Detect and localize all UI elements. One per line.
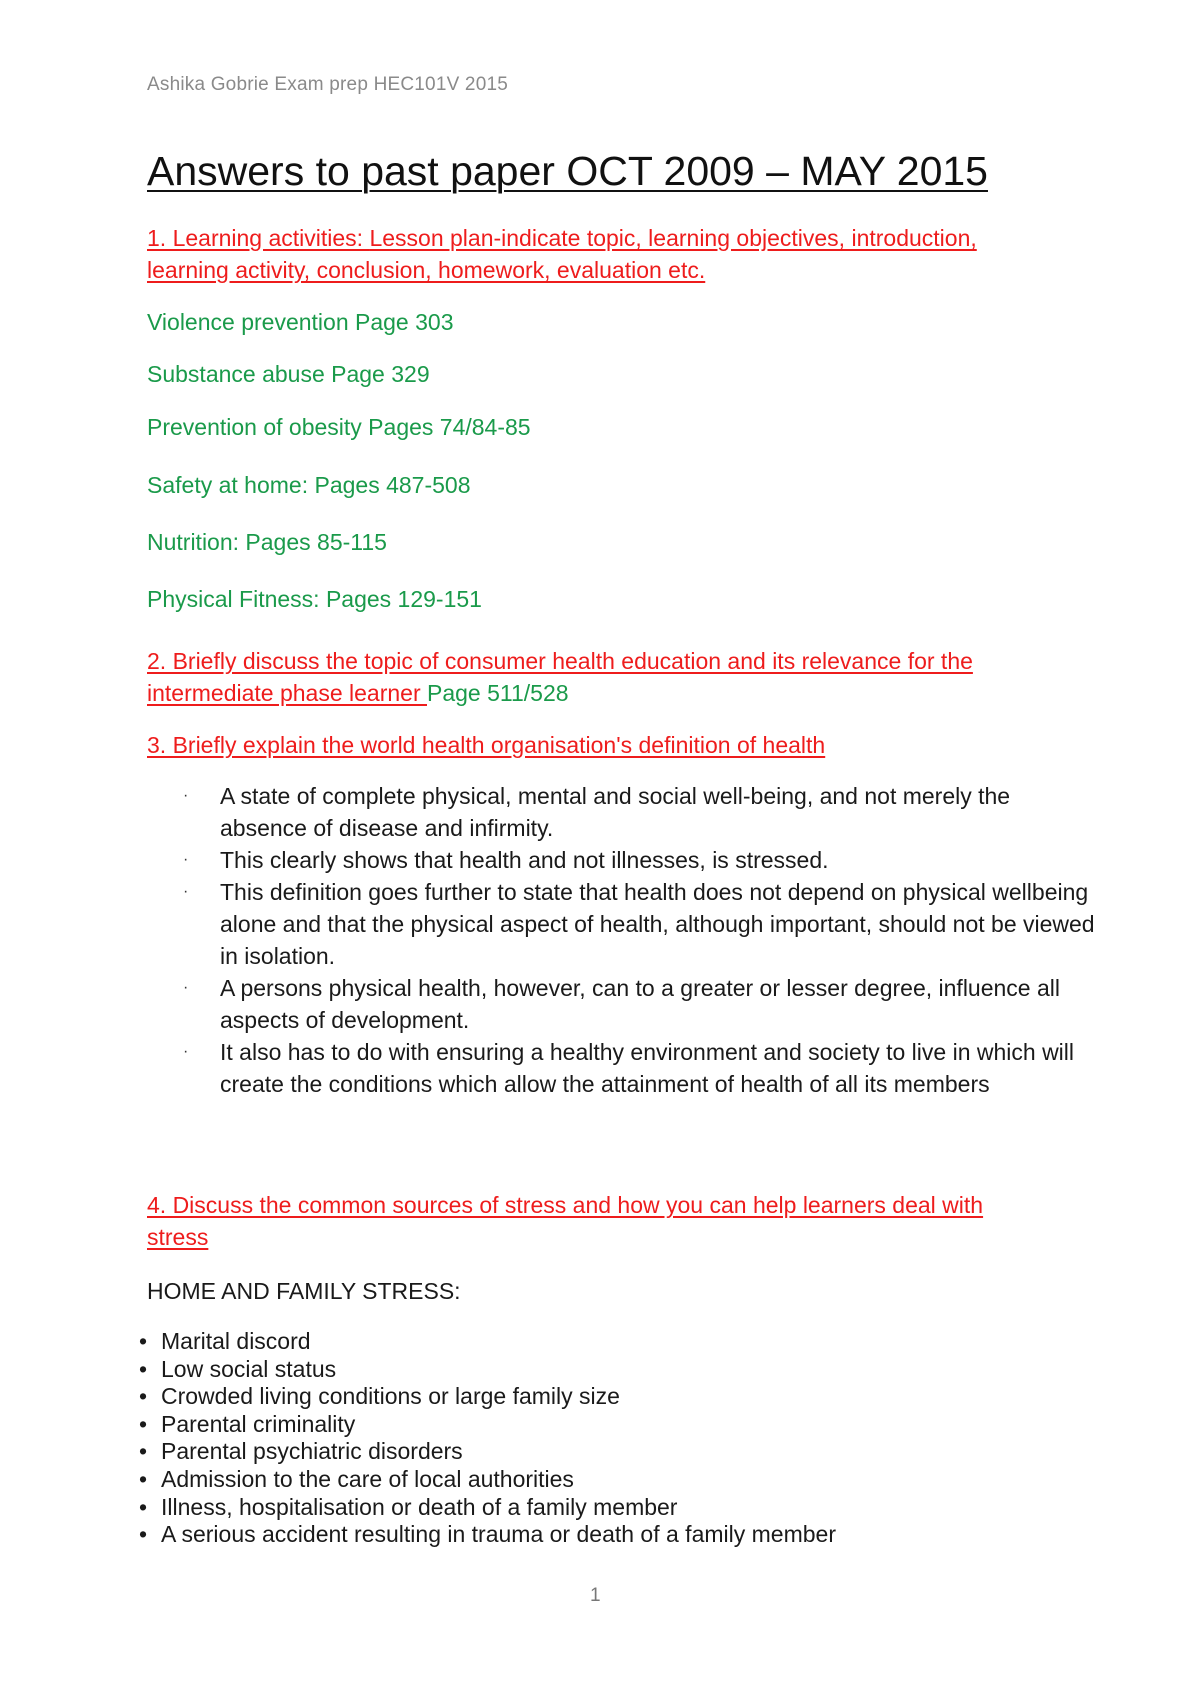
home-family-stress-subheading: HOME AND FAMILY STRESS: <box>147 1278 461 1304</box>
list-item: • Parental criminality <box>139 1410 356 1437</box>
bullet-dot-icon: · <box>183 851 189 868</box>
bullet-icon: • <box>139 1383 148 1410</box>
q2-line-1: 2. Briefly discuss the topic of consumer health education and its relevance for the <box>147 648 973 674</box>
list-item: • A serious accident resulting in trauma or death of a family member <box>139 1521 836 1548</box>
list-item: • Marital discord <box>139 1328 311 1354</box>
topic-physical-fitness: Physical Fitness: Pages 129-151 <box>147 586 482 612</box>
running-header: Ashika Gobrie Exam prep HEC101V 2015 <box>147 74 509 95</box>
topic-substance-abuse: Substance abuse Page 329 <box>147 361 430 387</box>
q4-line-2: stress <box>147 1224 209 1250</box>
page-title: Answers to past paper OCT 2009 – MAY 2015 <box>147 148 988 194</box>
bullet-dot-icon: · <box>183 883 189 900</box>
q2-line-2 <box>147 677 569 709</box>
list-item: • Illness, hospitalisation or death of a family member <box>139 1493 678 1520</box>
q1-line-1 <box>147 222 977 254</box>
list-item: · This definition goes further to state that health does not depend on physical wellbeing alone and that the physical aspect of health, although important, should not be viewed in isolation. <box>147 876 1097 972</box>
list-item: · A state of complete physical, mental and social well-being, and not merely the absence of disease and infirmity. <box>147 780 1097 844</box>
list-item: • Crowded living conditions or large family size <box>139 1383 620 1410</box>
bullet-dot-icon: · <box>183 1043 189 1060</box>
list-item: • Parental psychiatric disorders <box>139 1438 463 1465</box>
q1-line-2: learning activity, conclusion, homework, evaluation etc. <box>147 257 706 283</box>
bullet-icon: • <box>139 1328 148 1354</box>
bullet-icon: • <box>139 1438 148 1465</box>
page-number: 1 <box>590 1585 601 1606</box>
bullet-icon: • <box>139 1355 148 1382</box>
q4-line-1: 4. Discuss the common sources of stress and how you can help learners deal with <box>147 1192 984 1218</box>
list-item: · This clearly shows that health and not illnesses, is stressed. <box>147 844 1097 876</box>
bullet-icon: • <box>139 1493 148 1520</box>
q2-text-2: intermediate phase learner <box>147 680 427 706</box>
q3-bullet-list <box>147 780 1097 1100</box>
topic-nutrition: Nutrition: Pages 85-115 <box>147 529 387 555</box>
list-item: • Low social status <box>139 1355 337 1382</box>
topic-violence-prevention: Violence prevention Page 303 <box>147 309 454 335</box>
bullet-dot-icon: · <box>183 979 189 996</box>
topic-obesity: Prevention of obesity Pages 74/84-85 <box>147 414 531 440</box>
q1-text-1: Lesson plan-indicate topic, learning objectives, introduction, <box>369 225 977 251</box>
topic-safety-home: Safety at home: Pages 487-508 <box>147 472 471 498</box>
bullet-icon: • <box>139 1465 148 1492</box>
q3-heading: 3. Briefly explain the world health organisation's definition of health <box>147 732 826 758</box>
bullet-icon: • <box>139 1521 148 1548</box>
q1-label: 1. Learning activities: <box>147 225 370 251</box>
list-item: · A persons physical health, however, can to a greater or lesser degree, influence all aspects of development. <box>147 972 1097 1036</box>
q2-page-ref: Page 511/528 <box>427 680 569 706</box>
list-item: · It also has to do with ensuring a healthy environment and society to live in which will create the conditions which allow the attainment of health of all its members <box>147 1036 1097 1100</box>
list-item: • Admission to the care of local authorities <box>139 1465 574 1492</box>
bullet-dot-icon: · <box>183 787 189 804</box>
stress-source-list <box>139 1328 1039 1549</box>
bullet-icon: • <box>139 1410 148 1437</box>
